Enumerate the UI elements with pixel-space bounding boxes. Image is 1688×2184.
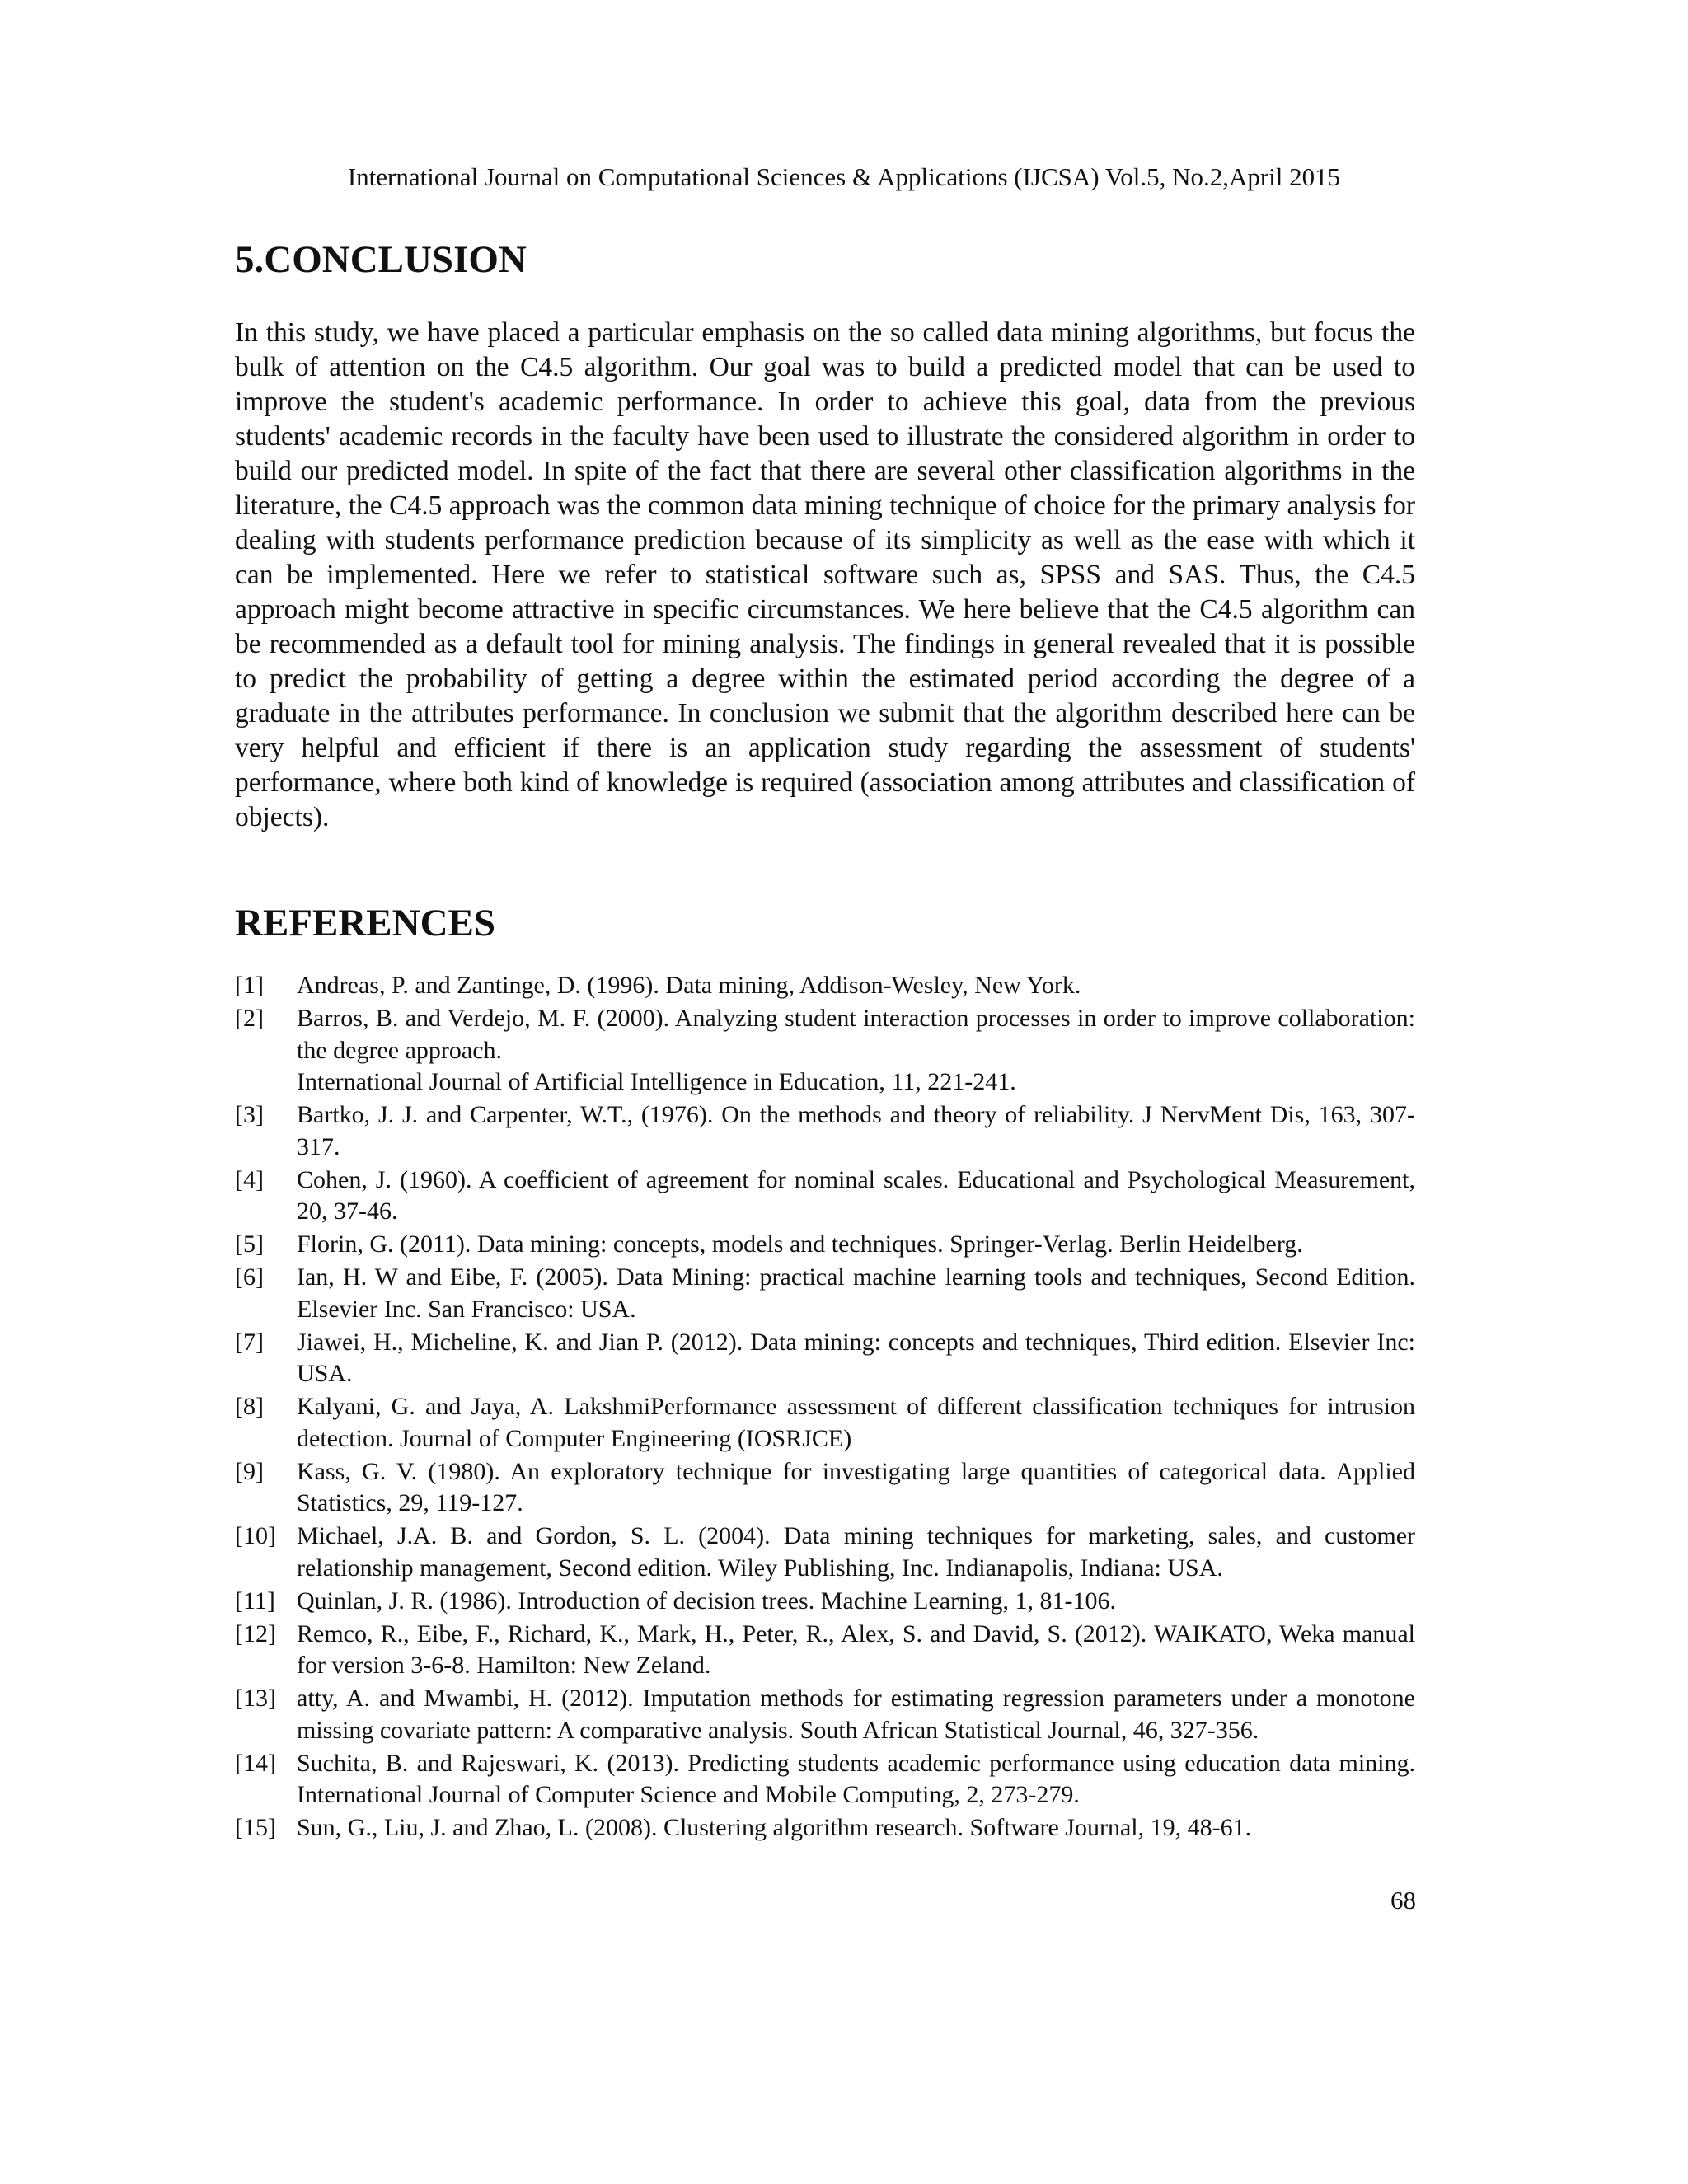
reference-text: Ian, H. W and Eibe, F. (2005). Data Mining: practical machine learning tools and techniques, Second Edition. Elsevier Inc. San Francisco: USA. xyxy=(297,1263,1415,1323)
reference-text: Suchita, B. and Rajeswari, K. (2013). Predicting students academic performance using education data mining. International Journal of Computer Science and Mobile Computing, 2, 273-279. xyxy=(297,1749,1415,1808)
page-number: 68 xyxy=(1390,1886,1416,1915)
reference-text-continuation: International Journal of Artificial Intelligence in Education, 11, 221-241. xyxy=(297,1068,1016,1095)
reference-text: Florin, G. (2011). Data mining: concepts, models and techniques. Springer-Verlag. Berlin Heidelberg. xyxy=(297,1230,1303,1258)
reference-number: [8] xyxy=(235,1393,264,1420)
reference-text: Jiawei, H., Micheline, K. and Jian P. (2012). Data mining: concepts and techniques, Third edition. Elsevier Inc: USA. xyxy=(297,1328,1415,1387)
reference-number: [6] xyxy=(235,1263,264,1291)
reference-item xyxy=(235,1003,1415,1099)
reference-number: [14] xyxy=(235,1749,276,1777)
reference-number: [10] xyxy=(235,1522,276,1549)
conclusion-paragraph: In this study, we have placed a particular emphasis on the so called data mining algorithms, but focus the bulk of attention on the C4.5 algorithm. Our goal was to build a predicted model that can be used to improve the student's academic performance. In order to achieve this goal, data from the previous students' academic records in the faculty have been used to illustrate the considered algorithm in order to build our predicted model. In spite of the fact that there are several other classification algorithms in the literature, the C4.5 approach was the common data mining technique of choice for the primary analysis for dealing with students performance prediction because of its simplicity as well as the ease with which it can be implemented. Here we refer to statistical software such as, SPSS and SAS. Thus, the C4.5 approach might become attractive in specific circumstances. We here believe that the C4.5 algorithm can be recommended as a default tool for mining analysis. The findings in general revealed that it is possible to predict the probability of getting a degree within the estimated period according the degree of a graduate in the attributes performance. In conclusion we submit that the algorithm described here can be very helpful and efficient if there is an application study regarding the assessment of students' performance, where both kind of knowledge is required (association among attributes and classification of objects). xyxy=(235,317,1415,832)
reference-text: Kalyani, G. and Jaya, A. LakshmiPerformance assessment of different classification techniques for intrusion detection. Journal of Computer Engineering (IOSRJCE) xyxy=(297,1393,1415,1452)
reference-number: [15] xyxy=(235,1814,276,1841)
reference-number: [3] xyxy=(235,1101,264,1128)
reference-item xyxy=(235,1391,1415,1455)
reference-item xyxy=(235,1521,1415,1584)
reference-number: [1] xyxy=(235,972,264,999)
reference-text: Remco, R., Eibe, F., Richard, K., Mark, H., Peter, R., Alex, S. and David, S. (2012). WAIKATO, Weka manual for version 3-6-8. Hamilton: New Zeland. xyxy=(297,1619,1415,1679)
reference-number: [5] xyxy=(235,1230,264,1258)
reference-item xyxy=(235,1327,1415,1390)
reference-item xyxy=(235,1229,1415,1261)
reference-item xyxy=(235,1456,1415,1520)
reference-item xyxy=(235,1683,1415,1746)
reference-number: [7] xyxy=(235,1328,264,1356)
running-header: International Journal on Computational Sciences & Applications (IJCSA) Vol.5, No.2,April 2015 xyxy=(347,162,1341,191)
reference-text: Kass, G. V. (1980). An exploratory technique for investigating large quantities of categorical data. Applied Statistics, 29, 119-127. xyxy=(297,1457,1415,1516)
reference-text: Quinlan, J. R. (1986). Introduction of decision trees. Machine Learning, 1, 81-106. xyxy=(297,1586,1116,1615)
reference-item xyxy=(235,1586,1415,1618)
reference-text: Sun, G., Liu, J. and Zhao, L. (2008). Clustering algorithm research. Software Journal, 19, 48-61. xyxy=(297,1814,1252,1841)
reference-number: [12] xyxy=(235,1619,276,1647)
reference-item xyxy=(235,1099,1415,1163)
reference-item xyxy=(235,1619,1415,1682)
reference-number: [13] xyxy=(235,1685,276,1712)
references-heading: REFERENCES xyxy=(235,902,496,944)
reference-text-main: Barros, B. and Verdejo, M. F. (2000). Analyzing student interaction processes in order to improve collaboration: the degree approach. xyxy=(297,1005,1415,1064)
reference-text xyxy=(297,1003,1415,1099)
reference-number: [11] xyxy=(235,1586,275,1615)
reference-item xyxy=(235,1748,1415,1811)
reference-number: [4] xyxy=(235,1165,264,1193)
reference-text: Michael, J.A. B. and Gordon, S. L. (2004). Data mining techniques for marketing, sales, and customer relationship management, Second edition. Wiley Publishing, Inc. Indianapolis, Indiana: USA. xyxy=(297,1522,1415,1582)
conclusion-heading: 5.CONCLUSION xyxy=(235,238,527,281)
reference-text: Bartko, J. J. and Carpenter, W.T., (1976). On the methods and theory of reliability. J NervMent Dis, 163, 307-317. xyxy=(297,1101,1415,1160)
reference-item xyxy=(235,1262,1415,1325)
reference-text: Andreas, P. and Zantinge, D. (1996). Data mining, Addison-Wesley, New York. xyxy=(297,972,1081,999)
reference-item xyxy=(235,970,1415,1002)
reference-number: [9] xyxy=(235,1457,264,1485)
reference-item xyxy=(235,1812,1415,1844)
reference-number: [2] xyxy=(235,1005,264,1032)
reference-list xyxy=(235,970,1415,1845)
reference-item xyxy=(235,1165,1415,1228)
reference-text: Cohen, J. (1960). A coefficient of agreement for nominal scales. Educational and Psychological Measurement, 20, 37-46. xyxy=(297,1165,1415,1225)
reference-text: atty, A. and Mwambi, H. (2012). Imputation methods for estimating regression parameters under a monotone missing covariate pattern: A comparative analysis. South African Statistical Journal, 46, 327-356. xyxy=(297,1685,1415,1744)
